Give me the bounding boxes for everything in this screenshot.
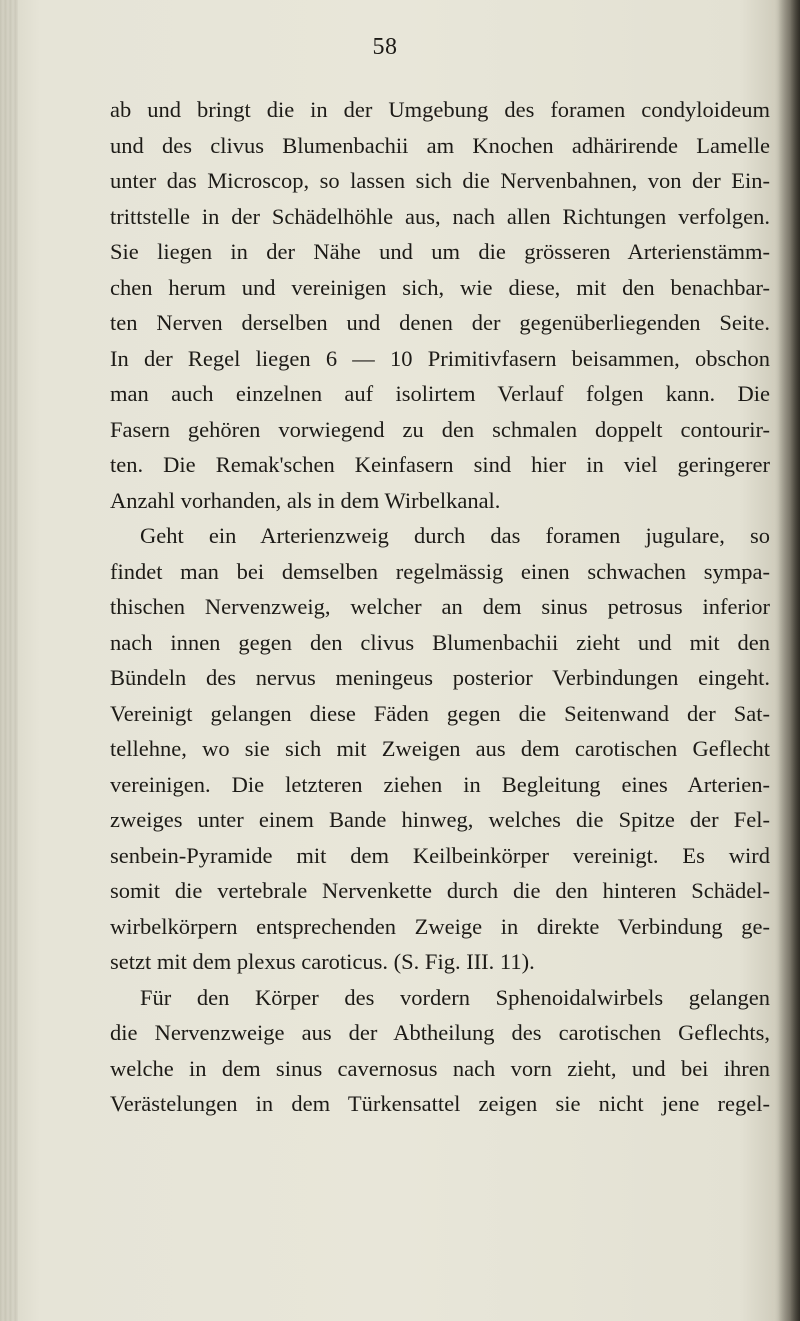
text-line: die Nervenzweige aus der Abtheilung des carotischen Geflechts, (110, 1020, 770, 1045)
text-line: wirbelkörpern entsprechenden Zweige in direkte Verbindung ge- (110, 913, 770, 939)
page-number: 58 (372, 34, 398, 60)
text-line: ab und bringt die in der Umgebung des foramen condyloideum (110, 97, 770, 122)
text-line: Verästelungen in dem Türkensattel zeigen sie nicht jene regel- (110, 1091, 770, 1116)
text-line: Anzahl vorhanden, als in dem Wirbelkanal. (110, 487, 501, 513)
text-line: welche in dem sinus cavernosus nach vorn zieht, und bei ihren (110, 1055, 770, 1081)
text-line: Geht ein Arterienzweig durch das foramen jugulare, so (140, 523, 770, 548)
text-line: Vereinigt gelangen diese Fäden gegen die Seitenwand der Sat- (110, 700, 770, 726)
text-line: man auch einzelnen auf isolirtem Verlauf folgen kann. Die (110, 381, 770, 406)
text-line: unter das Microscop, so lassen sich die Nervenbahnen, von der Ein- (110, 168, 770, 193)
text-line: nach innen gegen den clivus Blumenbachii zieht und mit den (110, 629, 770, 655)
text-line: In der Regel liegen 6 — 10 Primitivfasern beisammen, obschon (110, 345, 770, 371)
text-line: zweiges unter einem Bande hinweg, welches die Spitze der Fel- (110, 807, 770, 832)
text-line: Bündeln des nervus meningeus posterior Verbindungen eingeht. (110, 665, 770, 690)
text-line: Für den Körper des vordern Sphenoidalwirbels gelangen (140, 984, 770, 1010)
page-right-edge-shadow (778, 0, 800, 1321)
text-line: tellehne, wo sie sich mit Zweigen aus dem carotischen Geflecht (110, 736, 770, 761)
text-line: senbein-Pyramide mit dem Keilbeinkörper vereinigt. Es wird (110, 842, 770, 868)
body-text (110, 92, 770, 1122)
text-line: ten. Die Remak'schen Keinfasern sind hier in viel geringerer (110, 452, 770, 477)
page-left-edge (0, 0, 18, 1321)
text-line: findet man bei demselben regelmässig einen schwachen sympa- (110, 558, 770, 584)
text-line: thischen Nervenzweig, welcher an dem sinus petrosus inferior (110, 594, 770, 619)
text-line: somit die vertebrale Nervenkette durch die den hinteren Schädel- (110, 878, 770, 903)
text-line: Sie liegen in der Nähe und um die grösseren Arterienstämm- (110, 239, 770, 264)
text-line: Fasern gehören vorwiegend zu den schmalen doppelt contourir- (110, 416, 770, 442)
text-line: vereinigen. Die letzteren ziehen in Begleitung eines Arterien- (110, 771, 770, 797)
text-line: ten Nerven derselben und denen der gegenüberliegenden Seite. (110, 310, 770, 335)
text-line: chen herum und vereinigen sich, wie diese, mit den benachbar- (110, 274, 770, 300)
text-line: trittstelle in der Schädelhöhle aus, nach allen Richtungen verfolgen. (110, 203, 770, 229)
text-line: setzt mit dem plexus caroticus. (S. Fig. III. 11). (110, 949, 535, 974)
text-line: und des clivus Blumenbachii am Knochen adhärirende Lamelle (110, 132, 770, 158)
